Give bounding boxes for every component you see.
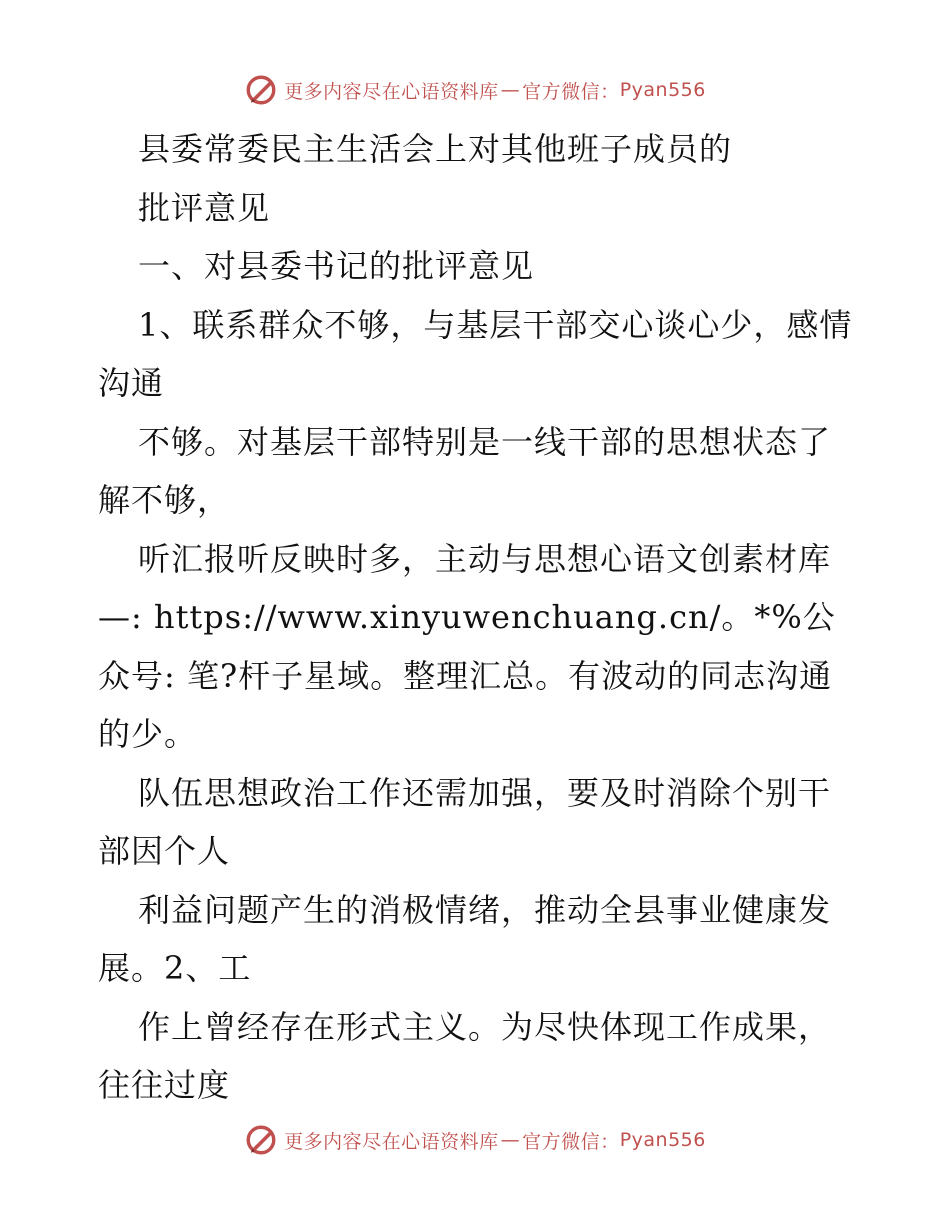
- pen-logo-icon: [244, 1123, 278, 1157]
- banner-text: 更多内容尽在心语资料库: [284, 80, 499, 103]
- paragraph: 利益问题产生的消极情绪，推动全县事业健康发展。2、工: [98, 890, 832, 987]
- document-body: [98, 120, 858, 1115]
- doc-title-line-1: 县委常委民主生活会上对其他班子成员的: [138, 130, 733, 168]
- banner-handle: Pyan556: [619, 1129, 706, 1151]
- banner-dash: —: [500, 1129, 521, 1151]
- doc-title-line-2: 批评意见: [138, 188, 271, 227]
- banner-official: 官方微信：: [522, 1130, 620, 1153]
- paragraph: 1、联系群众不够，与基层干部交心谈心少，感情沟通: [98, 305, 853, 402]
- banner-official: 官方微信：: [522, 80, 620, 103]
- banner-handle: Pyan556: [619, 79, 706, 101]
- header-watermark: [0, 70, 950, 110]
- paragraph: 作上曾经存在形式主义。为尽快体现工作成果，往往过度: [98, 1007, 832, 1104]
- paragraph: 听汇报听反映时多，主动与思想心语文创素材库—: https://www.xinyuwenchuang.cn/。*%公众号: 笔?杆子星域。整理汇总。有波动的同志沟通的少。: [98, 539, 836, 753]
- paragraph: 不够。对基层干部特别是一线干部的思想状态了解不够，: [98, 422, 832, 519]
- banner-text: 更多内容尽在心语资料库: [284, 1130, 499, 1153]
- pen-logo-icon: [244, 73, 278, 107]
- paragraph: 队伍思想政治工作还需加强，要及时消除个别干部因个人: [98, 773, 832, 870]
- footer-watermark: [0, 1120, 950, 1160]
- section-heading: 一、对县委书记的批评意见: [138, 247, 535, 285]
- banner-dash: —: [500, 79, 521, 101]
